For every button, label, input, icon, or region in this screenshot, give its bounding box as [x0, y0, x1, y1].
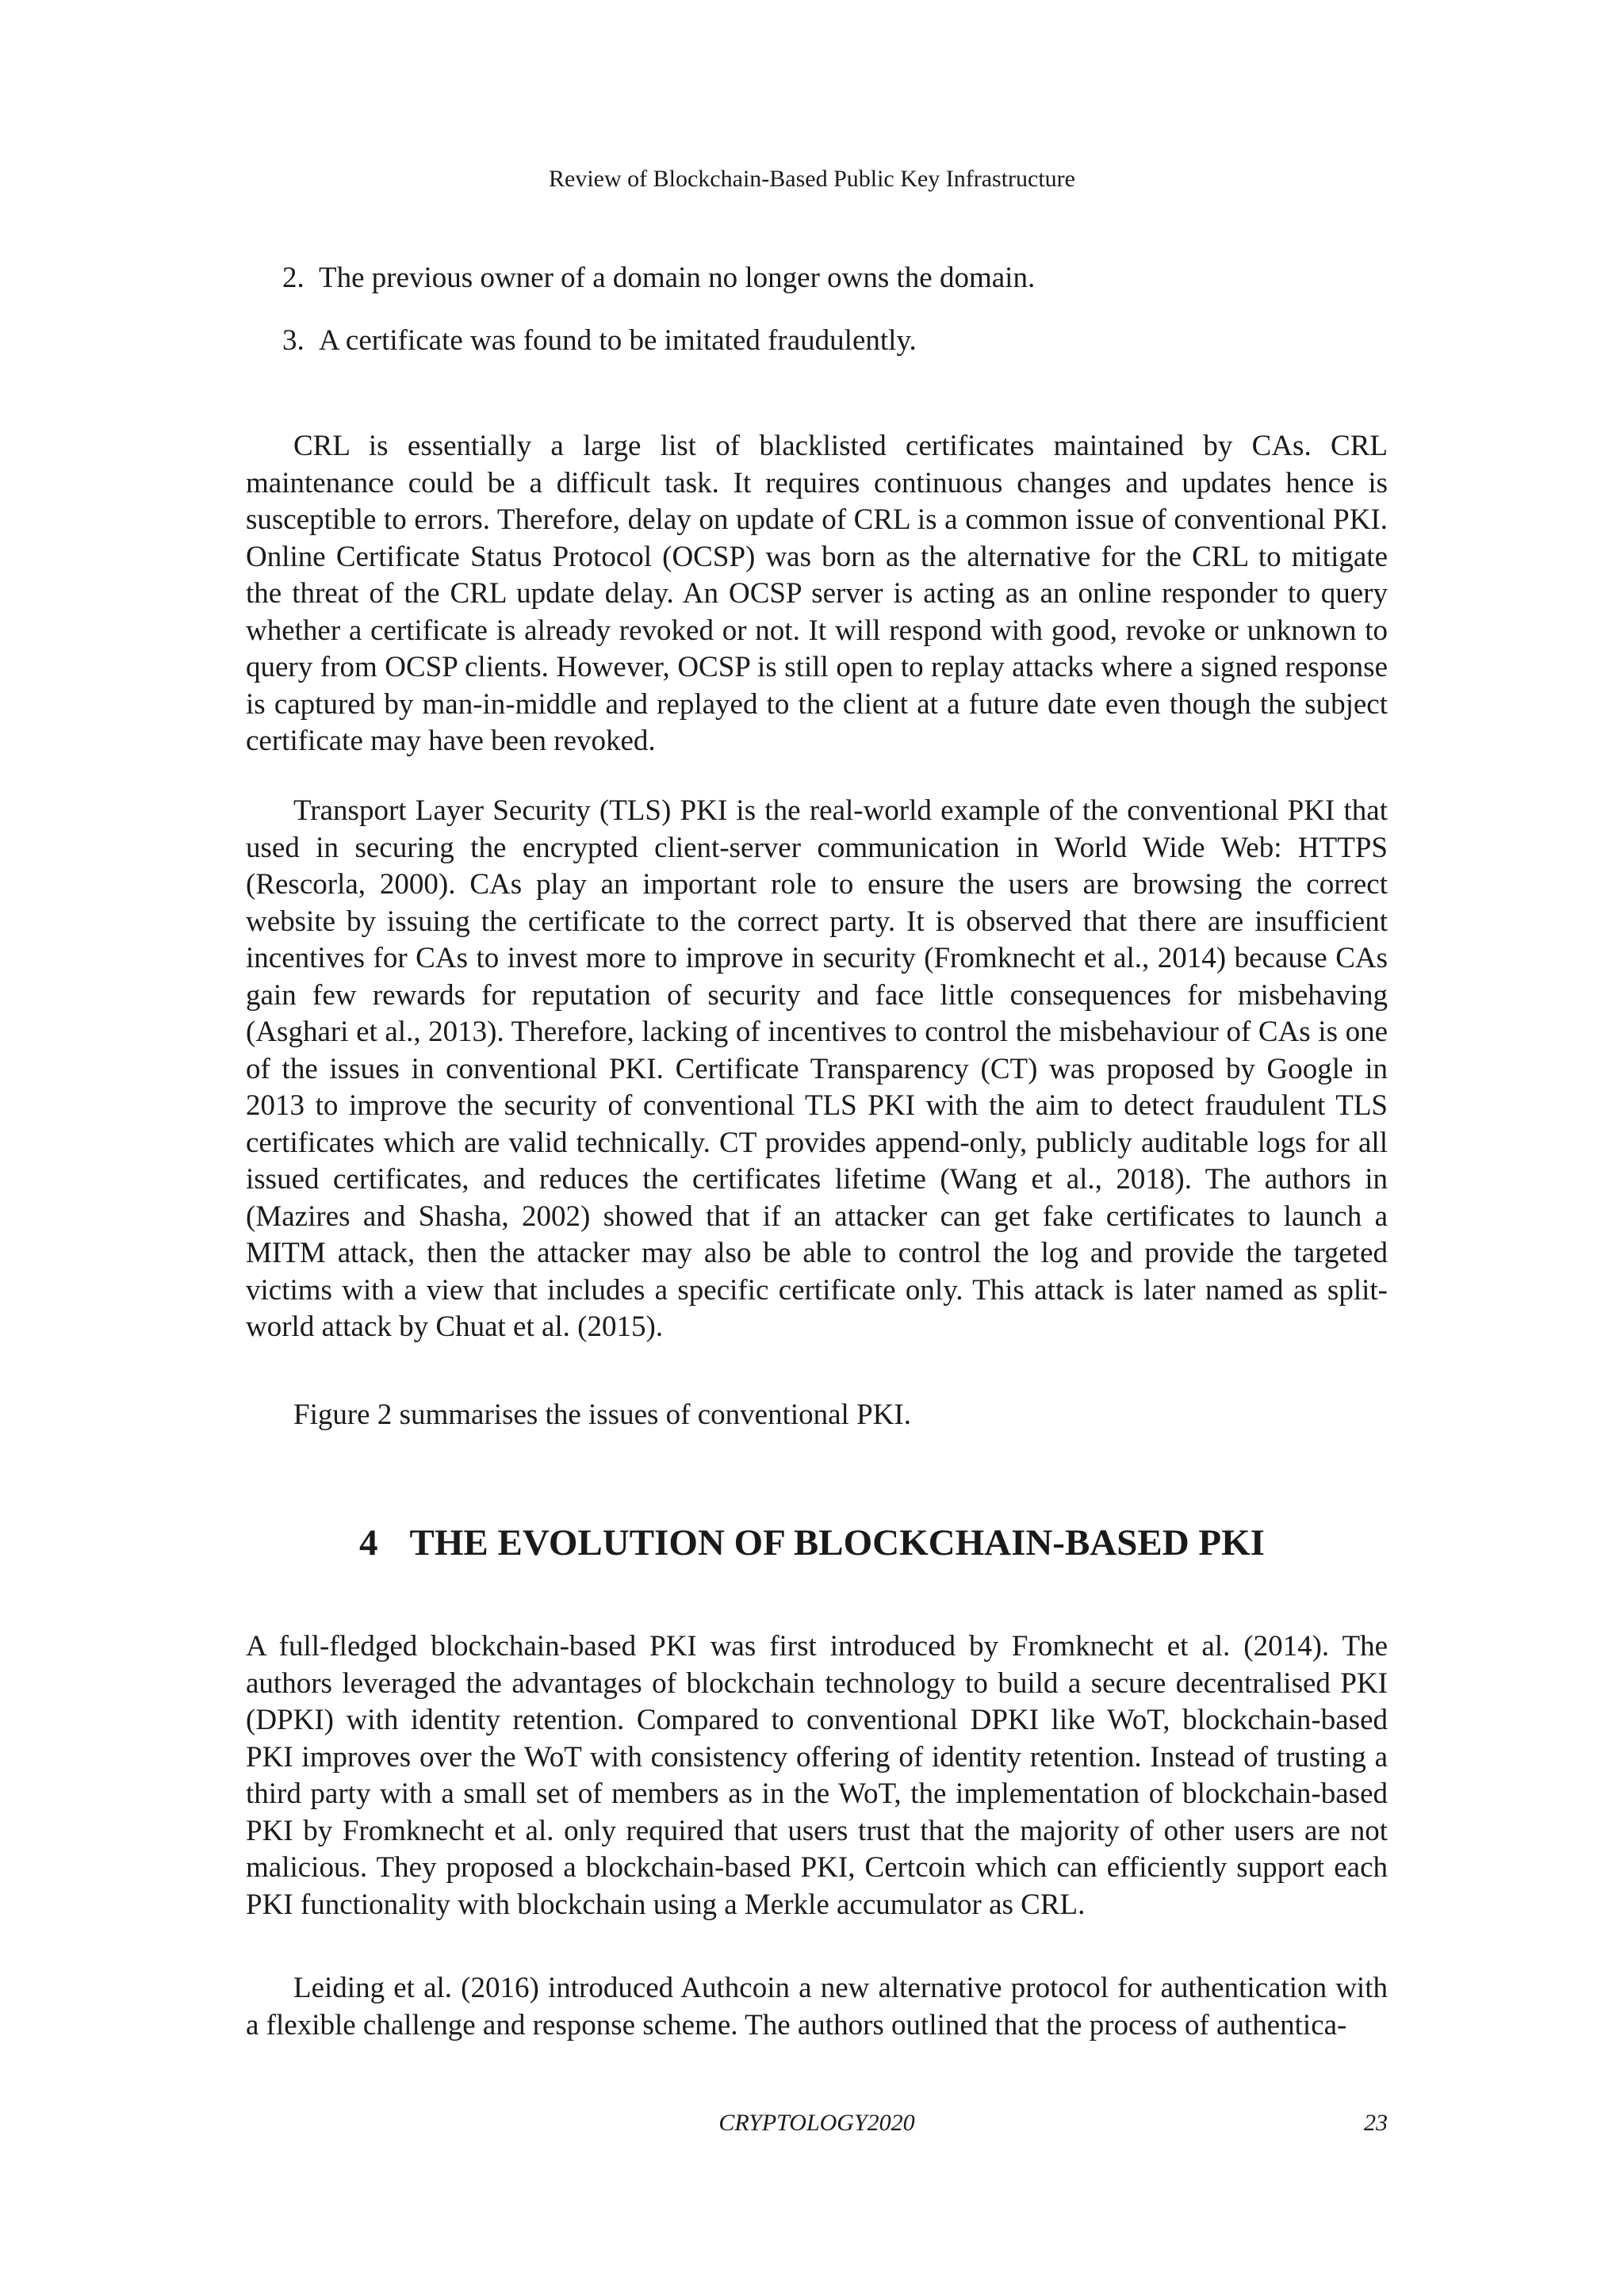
section-heading — [0, 1521, 1624, 1565]
section-number: 4 — [359, 1522, 378, 1563]
paragraph-authcoin: Leiding et al. (2016) introduced Authcoin a new alternative protocol for authentication with a flexible challenge and response scheme. The authors outlined that the process of authentica- — [246, 1972, 1388, 2042]
paragraph-figure-reference: Figure 2 summarises the issues of conventional PKI. — [293, 1399, 911, 1431]
running-header: Review of Blockchain-Based Public Key Infrastructure — [549, 166, 1075, 192]
list-item — [282, 323, 1388, 360]
paragraph-crl: CRL is essentially a large list of blacklisted certificates maintained by CAs. CRL maintenance could be a difficult task. It requires continuous changes and updates hence is susceptible to errors. Therefore, delay on update of CRL is a common issue of conventional PKI. Online Certificate Status Protocol (OCSP) was born as the alternative for the CRL to mitigate the threat of the CRL update delay. An OCSP server is acting as an online responder to query whether a certificate is already revoked or not. It will respond with good, revoke or unknown to query from OCSP clients. However, OCSP is still open to replay attacks where a signed response is captured by man-in-middle and replayed to the client at a future date even though the subject certificate may have been revoked. — [246, 430, 1388, 757]
numbered-list — [246, 260, 1388, 385]
list-item-number: 2. — [282, 262, 304, 294]
list-item — [282, 260, 1388, 297]
paragraph-tls: Transport Layer Security (TLS) PKI is the real-world example of the conventional PKI that used in securing the encrypted client-server communication in World Wide Web: HTTPS (Rescorla, 2000). CAs play an important role to ensure the users are browsing the correct website by issuing the certificate to the correct party. It is observed that there are insufficient incentives for CAs to invest more to improve in security (Fromknecht et al., 2014) because CAs gain few rewards for reputation of security and face little consequences for misbehaving (Asghari et al., 2013). Therefore, lacking of incentives to control the misbehaviour of CAs is one of the issues in conventional PKI. Certificate Transparency (CT) was proposed by Google in 2013 to improve the security of conventional TLS PKI with the aim to detect fraudulent TLS certificates which are valid technically. CT provides append-only, publicly auditable logs for all issued certificates, and reduces the certificates lifetime (Wang et al., 2018). The authors in (Mazires and Shasha, 2002) showed that if an attacker can get fake certificates to launch a MITM attack, then the attacker may also be able to control the log and provide the targeted victims with a view that includes a specific certificate only. This attack is later named as split-world attack by Chuat et al. (2015). — [246, 794, 1388, 1343]
page-number: 23 — [1364, 2110, 1388, 2136]
list-item-number: 3. — [282, 323, 304, 357]
footer-conference: CRYPTOLOGY2020 — [718, 2110, 915, 2136]
list-item-text: The previous owner of a domain no longer owns the domain. — [319, 262, 1036, 294]
paragraph-evolution: A full-fledged blockchain-based PKI was first introduced by Fromknecht et al. (2014). The authors leveraged the advantages of blockchain technology to build a secure decentralised PKI (DPKI) with identity retention. Compared to conventional DPKI like WoT, blockchain-based PKI improves over the WoT with consistency offering of identity retention. Instead of trusting a third party with a small set of members as in the WoT, the implementation of blockchain-based PKI by Fromknecht et al. only required that users trust that the majority of other users are not malicious. They proposed a blockchain-based PKI, Certcoin which can efficiently support each PKI functionality with blockchain using a Merkle accumulator as CRL. — [246, 1630, 1388, 1921]
list-item-text: A certificate was found to be imitated fraudulently. — [319, 323, 917, 357]
section-title: THE EVOLUTION OF BLOCKCHAIN-BASED PKI — [409, 1522, 1265, 1563]
